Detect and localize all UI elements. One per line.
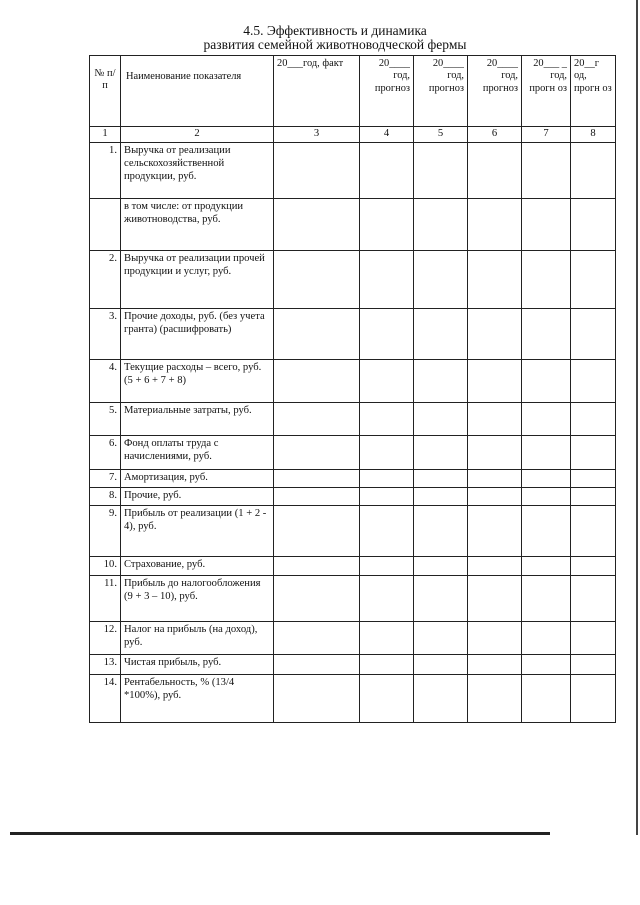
value-cell[interactable]	[571, 143, 616, 199]
value-cell[interactable]	[468, 675, 522, 723]
value-cell[interactable]	[274, 576, 360, 622]
row-number: 7.	[90, 470, 121, 488]
table-row	[90, 199, 616, 251]
value-cell[interactable]	[360, 655, 414, 675]
scan-edge-line	[636, 0, 638, 835]
value-cell[interactable]	[414, 360, 468, 403]
value-cell[interactable]	[414, 576, 468, 622]
value-cell[interactable]	[571, 557, 616, 576]
value-cell[interactable]	[414, 143, 468, 199]
value-cell[interactable]	[274, 470, 360, 488]
table-row	[90, 506, 616, 557]
value-cell[interactable]	[414, 199, 468, 251]
indicator-name: Амортизация, руб.	[121, 470, 274, 488]
value-cell[interactable]	[468, 622, 522, 655]
table-row	[90, 436, 616, 470]
table-row	[90, 360, 616, 403]
value-cell[interactable]	[360, 143, 414, 199]
value-cell[interactable]	[522, 470, 571, 488]
table-row	[90, 675, 616, 723]
column-index: 8	[571, 127, 616, 143]
value-cell[interactable]	[274, 557, 360, 576]
value-cell[interactable]	[274, 675, 360, 723]
value-cell[interactable]	[522, 622, 571, 655]
value-cell[interactable]	[274, 360, 360, 403]
value-cell[interactable]	[360, 506, 414, 557]
value-cell[interactable]	[360, 488, 414, 506]
value-cell[interactable]	[360, 251, 414, 309]
value-cell[interactable]	[360, 622, 414, 655]
row-number: 10.	[90, 557, 121, 576]
value-cell[interactable]	[522, 251, 571, 309]
value-cell[interactable]	[274, 199, 360, 251]
column-index: 5	[414, 127, 468, 143]
indicator-name: Прочие доходы, руб. (без учета гранта) (расшифровать)	[121, 309, 274, 360]
indicator-name: Прибыль до налогообложения (9 + 3 – 10), руб.	[121, 576, 274, 622]
column-index: 6	[468, 127, 522, 143]
row-number	[90, 199, 121, 251]
value-cell[interactable]	[468, 576, 522, 622]
value-cell[interactable]	[468, 143, 522, 199]
column-index: 7	[522, 127, 571, 143]
value-cell[interactable]	[274, 622, 360, 655]
value-cell[interactable]	[274, 251, 360, 309]
value-cell[interactable]	[360, 576, 414, 622]
value-cell[interactable]	[468, 470, 522, 488]
table-row	[90, 488, 616, 506]
value-cell[interactable]	[360, 436, 414, 470]
indicator-name: Текущие расходы – всего, руб. (5 + 6 + 7 + 8)	[121, 360, 274, 403]
value-cell[interactable]	[360, 403, 414, 436]
value-cell[interactable]	[274, 655, 360, 675]
row-number: 5.	[90, 403, 121, 436]
value-cell[interactable]	[522, 557, 571, 576]
value-cell[interactable]	[571, 488, 616, 506]
value-cell[interactable]	[522, 655, 571, 675]
header-year-forecast: 20____ год, прогноз	[414, 56, 468, 127]
value-cell[interactable]	[571, 470, 616, 488]
indicator-name: Страхование, руб.	[121, 557, 274, 576]
header-year-forecast: 20___ _ год, прогн оз	[522, 56, 571, 127]
value-cell[interactable]	[522, 403, 571, 436]
value-cell[interactable]	[571, 436, 616, 470]
header-year-forecast: 20____ год, прогноз	[468, 56, 522, 127]
header-year-forecast: 20____ год, прогноз	[360, 56, 414, 127]
value-cell[interactable]	[522, 506, 571, 557]
value-cell[interactable]	[571, 403, 616, 436]
value-cell[interactable]	[414, 436, 468, 470]
value-cell[interactable]	[274, 436, 360, 470]
value-cell[interactable]	[468, 488, 522, 506]
value-cell[interactable]	[522, 309, 571, 360]
table-row	[90, 143, 616, 199]
header-name: Наименование показателя	[121, 56, 274, 127]
value-cell[interactable]	[414, 488, 468, 506]
value-cell[interactable]	[468, 251, 522, 309]
title-line-2: развития семейной животноводческой фермы	[203, 37, 467, 52]
header-year-fact: 20___год, факт	[274, 56, 360, 127]
table-row	[90, 309, 616, 360]
value-cell[interactable]	[571, 360, 616, 403]
value-cell[interactable]	[414, 470, 468, 488]
indicator-name: Рентабельность, % (13/4 *100%), руб.	[121, 675, 274, 723]
value-cell[interactable]	[522, 576, 571, 622]
value-cell[interactable]	[468, 309, 522, 360]
row-number: 2.	[90, 251, 121, 309]
value-cell[interactable]	[468, 655, 522, 675]
value-cell[interactable]	[360, 199, 414, 251]
indicator-name: Выручка от реализации сельскохозяйственной продукции, руб.	[121, 143, 274, 199]
row-number: 9.	[90, 506, 121, 557]
page-bottom-rule	[10, 832, 550, 835]
value-cell[interactable]	[360, 470, 414, 488]
table-title	[15, 24, 640, 52]
header-row	[90, 56, 616, 127]
value-cell[interactable]	[468, 199, 522, 251]
table-row	[90, 655, 616, 675]
value-cell[interactable]	[522, 488, 571, 506]
indicator-name: Материальные затраты, руб.	[121, 403, 274, 436]
value-cell[interactable]	[414, 251, 468, 309]
row-number: 8.	[90, 488, 121, 506]
table-row	[90, 251, 616, 309]
table-row	[90, 622, 616, 655]
value-cell[interactable]	[414, 506, 468, 557]
efficiency-table	[89, 55, 616, 723]
row-number: 4.	[90, 360, 121, 403]
column-index: 3	[274, 127, 360, 143]
indicator-name: Налог на прибыль (на доход), руб.	[121, 622, 274, 655]
value-cell[interactable]	[571, 199, 616, 251]
value-cell[interactable]	[468, 403, 522, 436]
value-cell[interactable]	[571, 622, 616, 655]
title-line-1: 4.5. Эффективность и динамика	[243, 23, 427, 38]
value-cell[interactable]	[571, 576, 616, 622]
value-cell[interactable]	[414, 557, 468, 576]
indicator-name: Выручка от реализации прочей продукции и услуг, руб.	[121, 251, 274, 309]
value-cell[interactable]	[522, 199, 571, 251]
column-index: 2	[121, 127, 274, 143]
value-cell[interactable]	[274, 309, 360, 360]
row-number: 11.	[90, 576, 121, 622]
value-cell[interactable]	[360, 360, 414, 403]
table-row	[90, 470, 616, 488]
value-cell[interactable]	[571, 655, 616, 675]
value-cell[interactable]	[571, 506, 616, 557]
header-year-forecast: 20__г од, прогн оз	[571, 56, 616, 127]
value-cell[interactable]	[360, 309, 414, 360]
indicator-name: Чистая прибыль, руб.	[121, 655, 274, 675]
row-number: 12.	[90, 622, 121, 655]
table-row	[90, 576, 616, 622]
column-index: 1	[90, 127, 121, 143]
row-number: 3.	[90, 309, 121, 360]
value-cell[interactable]	[414, 675, 468, 723]
value-cell[interactable]	[274, 488, 360, 506]
row-number: 6.	[90, 436, 121, 470]
value-cell[interactable]	[468, 557, 522, 576]
value-cell[interactable]	[414, 403, 468, 436]
value-cell[interactable]	[414, 622, 468, 655]
value-cell[interactable]	[274, 506, 360, 557]
value-cell[interactable]	[274, 143, 360, 199]
value-cell[interactable]	[571, 675, 616, 723]
value-cell[interactable]	[522, 143, 571, 199]
value-cell[interactable]	[522, 360, 571, 403]
table-row	[90, 557, 616, 576]
value-cell[interactable]	[468, 506, 522, 557]
value-cell[interactable]	[360, 675, 414, 723]
indicator-name: Фонд оплаты труда с начислениями, руб.	[121, 436, 274, 470]
value-cell[interactable]	[522, 675, 571, 723]
value-cell[interactable]	[468, 436, 522, 470]
column-index-row	[90, 127, 616, 143]
value-cell[interactable]	[360, 557, 414, 576]
value-cell[interactable]	[274, 403, 360, 436]
value-cell[interactable]	[571, 251, 616, 309]
value-cell[interactable]	[522, 436, 571, 470]
row-number: 14.	[90, 675, 121, 723]
indicator-name: Прочие, руб.	[121, 488, 274, 506]
value-cell[interactable]	[468, 360, 522, 403]
indicator-name: Прибыль от реализации (1 + 2 - 4), руб.	[121, 506, 274, 557]
value-cell[interactable]	[414, 655, 468, 675]
header-num: № п/п	[90, 56, 121, 127]
table-row	[90, 403, 616, 436]
indicator-name: в том числе: от продукции животноводства, руб.	[121, 199, 274, 251]
row-number: 13.	[90, 655, 121, 675]
column-index: 4	[360, 127, 414, 143]
value-cell[interactable]	[414, 309, 468, 360]
value-cell[interactable]	[571, 309, 616, 360]
row-number: 1.	[90, 143, 121, 199]
